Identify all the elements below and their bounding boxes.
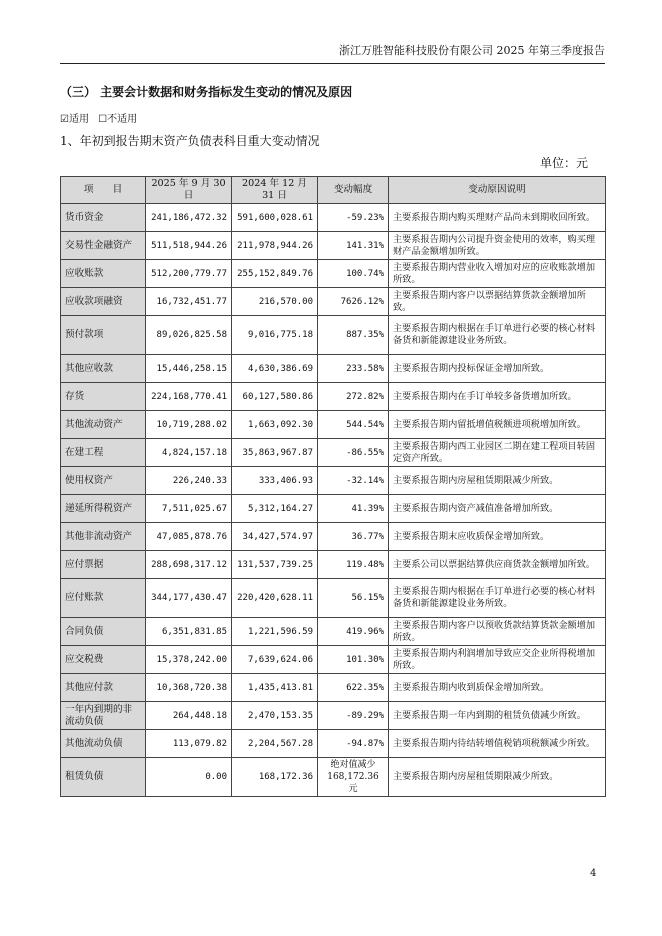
cell-current-period: 47,085,878.76	[146, 523, 232, 551]
cell-change-rate: 622.35%	[318, 674, 389, 702]
cell-change-reason: 主要系报告期内西工业园区二期在建工程项目转固定资产所致。	[389, 439, 606, 467]
cell-change-rate: 419.96%	[318, 618, 389, 646]
cell-current-period: 264,448.18	[146, 702, 232, 730]
cell-item: 应付账款	[61, 579, 146, 618]
cell-current-period: 7,511,025.67	[146, 495, 232, 523]
cell-current-period: 10,368,720.38	[146, 674, 232, 702]
cell-change-rate: -59.23%	[318, 204, 389, 232]
cell-current-period: 344,177,430.47	[146, 579, 232, 618]
table-row	[61, 646, 606, 674]
table-row	[61, 204, 606, 232]
cell-prior-period: 220,420,628.11	[232, 579, 318, 618]
cell-current-period: 4,824,157.18	[146, 439, 232, 467]
cell-prior-period: 591,600,028.61	[232, 204, 318, 232]
cell-change-rate: 233.58%	[318, 355, 389, 383]
applicable-checkbox: ☑适用	[60, 114, 89, 125]
cell-item: 其他非流动资产	[61, 523, 146, 551]
cell-change-reason: 主要系报告期内营业收入增加对应的应收账款增加所致。	[389, 260, 606, 288]
cell-change-reason: 主要系报告期内购买理财产品尚未到期收回所致。	[389, 204, 606, 232]
page-number: 4	[590, 868, 597, 879]
cell-prior-period: 35,863,967.87	[232, 439, 318, 467]
cell-current-period: 10,719,288.02	[146, 411, 232, 439]
cell-item: 其他流动资产	[61, 411, 146, 439]
cell-change-reason: 主要系报告期内利润增加导致应交企业所得税增加所致。	[389, 646, 606, 674]
cell-change-rate: 7626.12%	[318, 288, 389, 316]
cell-change-reason: 主要系报告期内资产减值准备增加所致。	[389, 495, 606, 523]
table-row	[61, 467, 606, 495]
cell-item: 应交税费	[61, 646, 146, 674]
table-row	[61, 523, 606, 551]
cell-current-period: 0.00	[146, 758, 232, 797]
cell-change-rate: 272.82%	[318, 383, 389, 411]
table-row	[61, 383, 606, 411]
column-header-current-period: 2025 年 9 月 30 日	[146, 177, 232, 204]
cell-change-rate: 100.74%	[318, 260, 389, 288]
cell-current-period: 512,200,779.77	[146, 260, 232, 288]
cell-current-period: 241,186,472.32	[146, 204, 232, 232]
table-row	[61, 758, 606, 797]
cell-prior-period: 255,152,849.76	[232, 260, 318, 288]
cell-change-reason: 主要系报告期内留抵增值税额进项税增加所致。	[389, 411, 606, 439]
cell-item: 租赁负债	[61, 758, 146, 797]
cell-change-reason: 主要系报告期内房屋租赁期限减少所致。	[389, 467, 606, 495]
table-row	[61, 316, 606, 355]
cell-change-reason: 主要系报告期内待结转增值税销项税额减少所致。	[389, 730, 606, 758]
cell-change-reason: 主要系报告期内客户以票据结算货款金额增加所致。	[389, 288, 606, 316]
cell-current-period: 224,168,770.41	[146, 383, 232, 411]
table-row	[61, 288, 606, 316]
cell-item: 在建工程	[61, 439, 146, 467]
cell-change-rate: 544.54%	[318, 411, 389, 439]
cell-change-reason: 主要系报告期内收到质保金增加所致。	[389, 674, 606, 702]
cell-current-period: 16,732,451.77	[146, 288, 232, 316]
column-header-prior-period: 2024 年 12 月 31 日	[232, 177, 318, 204]
cell-change-rate: -94.87%	[318, 730, 389, 758]
cell-change-rate: 56.15%	[318, 579, 389, 618]
cell-current-period: 113,079.82	[146, 730, 232, 758]
cell-item: 其他应收款	[61, 355, 146, 383]
cell-change-rate: 119.48%	[318, 551, 389, 579]
table-header-row	[61, 177, 606, 204]
cell-change-reason: 主要系公司以票据结算供应商货款金额增加所致。	[389, 551, 606, 579]
applicability-options	[60, 113, 143, 126]
table-row	[61, 730, 606, 758]
cell-item: 一年内到期的非流动负债	[61, 702, 146, 730]
table-row	[61, 232, 606, 260]
subsection-title: 1、年初到报告期末资产负债表科目重大变动情况	[60, 134, 320, 148]
cell-item: 存货	[61, 383, 146, 411]
cell-prior-period: 216,570.00	[232, 288, 318, 316]
cell-prior-period: 131,537,739.25	[232, 551, 318, 579]
table-row	[61, 579, 606, 618]
cell-prior-period: 2,470,153.35	[232, 702, 318, 730]
cell-item: 应收账款	[61, 260, 146, 288]
cell-change-rate: 141.31%	[318, 232, 389, 260]
cell-change-rate: -86.55%	[318, 439, 389, 467]
cell-item: 交易性金融资产	[61, 232, 146, 260]
cell-change-reason: 主要系报告期一年内到期的租赁负债减少所致。	[389, 702, 606, 730]
cell-item: 其他应付款	[61, 674, 146, 702]
cell-prior-period: 34,427,574.97	[232, 523, 318, 551]
cell-item: 使用权资产	[61, 467, 146, 495]
cell-change-rate: -32.14%	[318, 467, 389, 495]
cell-change-rate: 887.35%	[318, 316, 389, 355]
cell-prior-period: 5,312,164.27	[232, 495, 318, 523]
table-row	[61, 702, 606, 730]
table-row	[61, 355, 606, 383]
cell-change-rate: 36.77%	[318, 523, 389, 551]
cell-item: 货币资金	[61, 204, 146, 232]
running-header: 浙江万胜智能科技股份有限公司 2025 年第三季度报告	[339, 44, 605, 57]
cell-item: 其他流动负债	[61, 730, 146, 758]
cell-change-reason: 主要系报告期内根据在手订单进行必要的核心材料备货和新能源建设业务所致。	[389, 579, 606, 618]
cell-current-period: 89,026,825.58	[146, 316, 232, 355]
cell-current-period: 288,698,317.12	[146, 551, 232, 579]
cell-prior-period: 2,204,567.28	[232, 730, 318, 758]
table-row	[61, 439, 606, 467]
cell-prior-period: 1,435,413.81	[232, 674, 318, 702]
cell-prior-period: 4,630,386.69	[232, 355, 318, 383]
cell-current-period: 15,446,258.15	[146, 355, 232, 383]
cell-item: 递延所得税资产	[61, 495, 146, 523]
cell-prior-period: 1,221,596.59	[232, 618, 318, 646]
balance-sheet-changes-table	[60, 176, 606, 797]
cell-prior-period: 1,663,092.30	[232, 411, 318, 439]
table-row	[61, 551, 606, 579]
header-divider	[60, 63, 605, 64]
cell-current-period: 6,351,831.85	[146, 618, 232, 646]
cell-prior-period: 211,978,944.26	[232, 232, 318, 260]
cell-item: 应付票据	[61, 551, 146, 579]
cell-change-reason: 主要系报告期内投标保证金增加所致。	[389, 355, 606, 383]
cell-change-rate: 41.39%	[318, 495, 389, 523]
not-applicable-checkbox: ☐不适用	[98, 114, 138, 125]
table-row	[61, 674, 606, 702]
table-row	[61, 618, 606, 646]
cell-change-reason: 主要系报告期内房屋租赁期限减少所致。	[389, 758, 606, 797]
table-row	[61, 495, 606, 523]
cell-prior-period: 7,639,624.06	[232, 646, 318, 674]
table-row	[61, 260, 606, 288]
column-header-change-rate: 变动幅度	[318, 177, 389, 204]
cell-current-period: 15,378,242.00	[146, 646, 232, 674]
cell-change-reason: 主要系报告期内公司提升资金使用的效率，购买理财产品金额增加所致。	[389, 232, 606, 260]
unit-note: 单位：元	[539, 156, 588, 170]
cell-item: 应收款项融资	[61, 288, 146, 316]
cell-prior-period: 333,406.93	[232, 467, 318, 495]
cell-item: 合同负债	[61, 618, 146, 646]
cell-item: 预付款项	[61, 316, 146, 355]
cell-prior-period: 168,172.36	[232, 758, 318, 797]
cell-prior-period: 9,016,775.18	[232, 316, 318, 355]
cell-change-reason: 主要系报告期内客户以预收货款结算货款金额增加所致。	[389, 618, 606, 646]
cell-current-period: 226,240.33	[146, 467, 232, 495]
column-header-item: 项 目	[61, 177, 146, 204]
table-row	[61, 411, 606, 439]
cell-change-reason: 主要系报告期末应收质保金增加所致。	[389, 523, 606, 551]
cell-prior-period: 60,127,580.86	[232, 383, 318, 411]
section-title: （三） 主要会计数据和财务指标发生变动的情况及原因	[60, 85, 353, 99]
cell-current-period: 511,518,944.26	[146, 232, 232, 260]
cell-change-reason: 主要系报告期内根据在手订单进行必要的核心材料备货和新能源建设业务所致。	[389, 316, 606, 355]
cell-change-reason: 主要系报告期内在手订单较多备货增加所致。	[389, 383, 606, 411]
cell-change-rate: 绝对值减少 168,172.36 元	[318, 758, 389, 797]
cell-change-rate: -89.29%	[318, 702, 389, 730]
cell-change-rate: 101.30%	[318, 646, 389, 674]
column-header-change-reason: 变动原因说明	[389, 177, 606, 204]
